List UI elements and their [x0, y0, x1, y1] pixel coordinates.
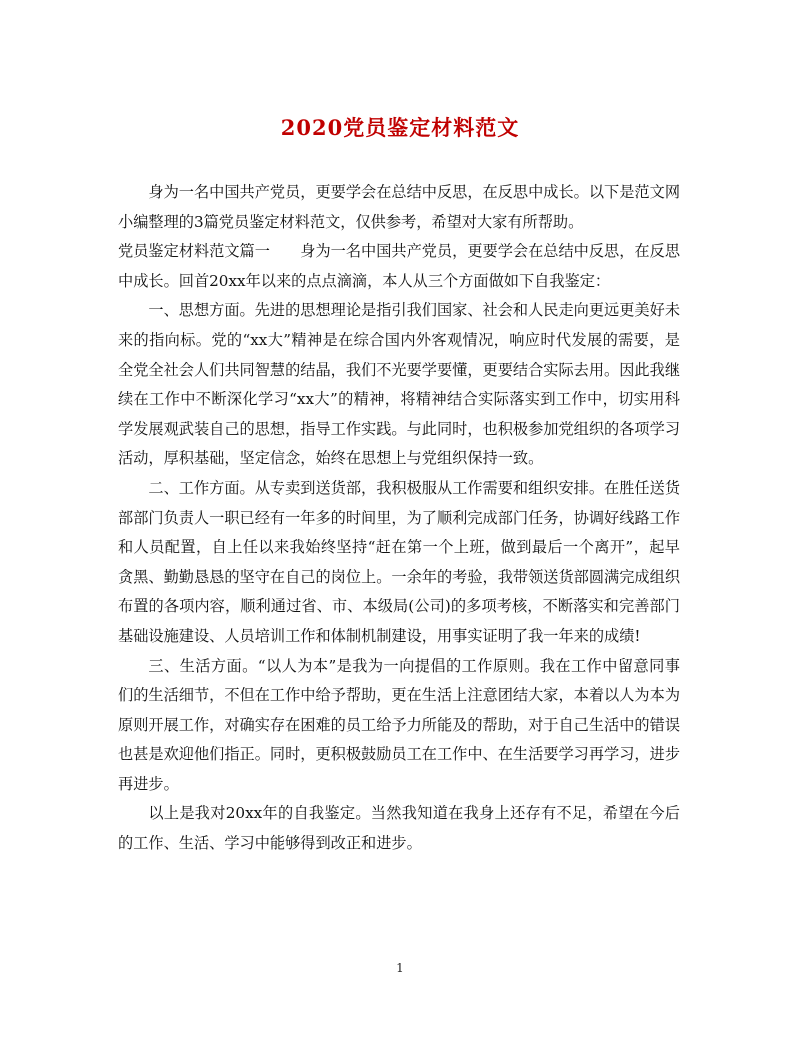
- paragraph-life: 三、生活方面。“以人为本”是我为一向提倡的工作原则。我在工作中留意同事们的生活细节，不但在工作中给予帮助，更在生活上注意团结大家，本着以人为本为原则开展工作，对确实存在困难的员工给予力所能及的帮助，对于自己生活中的错误也甚是欢迎他们指正。同时，更积极鼓励员工在工作中、在生活要学习再学习，进步再进步。: [118, 656, 680, 793]
- paragraph-thought: 一、思想方面。先进的思想理论是指引我们国家、社会和人民走向更远更美好未来的指向标。党的“xx大”精神是在综合国内外客观情况，响应时代发展的需要，是全党全社会人们共同智慧的结晶，我们不光要学要懂，更要结合实际去用。因此我继续在工作中不断深化学习“xx大”的精神，将精神结合实际落实到工作中，切实用科学发展观武装自己的思想，指导工作实践。与此同时，也积极参加党组织的各项学习活动，厚积基础，坚定信念，始终在思想上与党组织保持一致。: [118, 301, 680, 468]
- paragraph-section-one-intro: 党员鉴定材料范文篇一 身为一名中国共产党员，更要学会在总结中反思，在反思中成长。回首20xx年以来的点点滴滴，本人从三个方面做如下自我鉴定：: [118, 242, 680, 290]
- paragraph-work: 二、工作方面。从专卖到送货部，我积极服从工作需要和组织安排。在胜任送货部部门负责人一职已经有一年多的时间里，为了顺利完成部门任务，协调好线路工作和人员配置，自上任以来我始终坚持“赶在第一个上班，做到最后一个离开”，起早贪黑、勤勤恳恳的坚守在自己的岗位上。一余年的考验，我带领送货部圆满完成组织布置的各项内容，顺利通过省、市、本级局(公司)的多项考核，不断落实和完善部门基础设施建设、人员培训工作和体制机制建设，用事实证明了我一年来的成绩!: [118, 478, 680, 645]
- page-number: 1: [396, 961, 404, 975]
- paragraph-intro: 身为一名中国共产党员，更要学会在总结中反思，在反思中成长。以下是范文网小编整理的3篇党员鉴定材料范文，仅供参考，希望对大家有所帮助。: [118, 183, 680, 231]
- paragraph-conclusion: 以上是我对20xx年的自我鉴定。当然我知道在我身上还存有不足，希望在今后的工作、生活、学习中能够得到改正和进步。: [118, 804, 680, 853]
- document-title: 2020党员鉴定材料范文: [280, 115, 520, 140]
- document-body: [118, 178, 680, 859]
